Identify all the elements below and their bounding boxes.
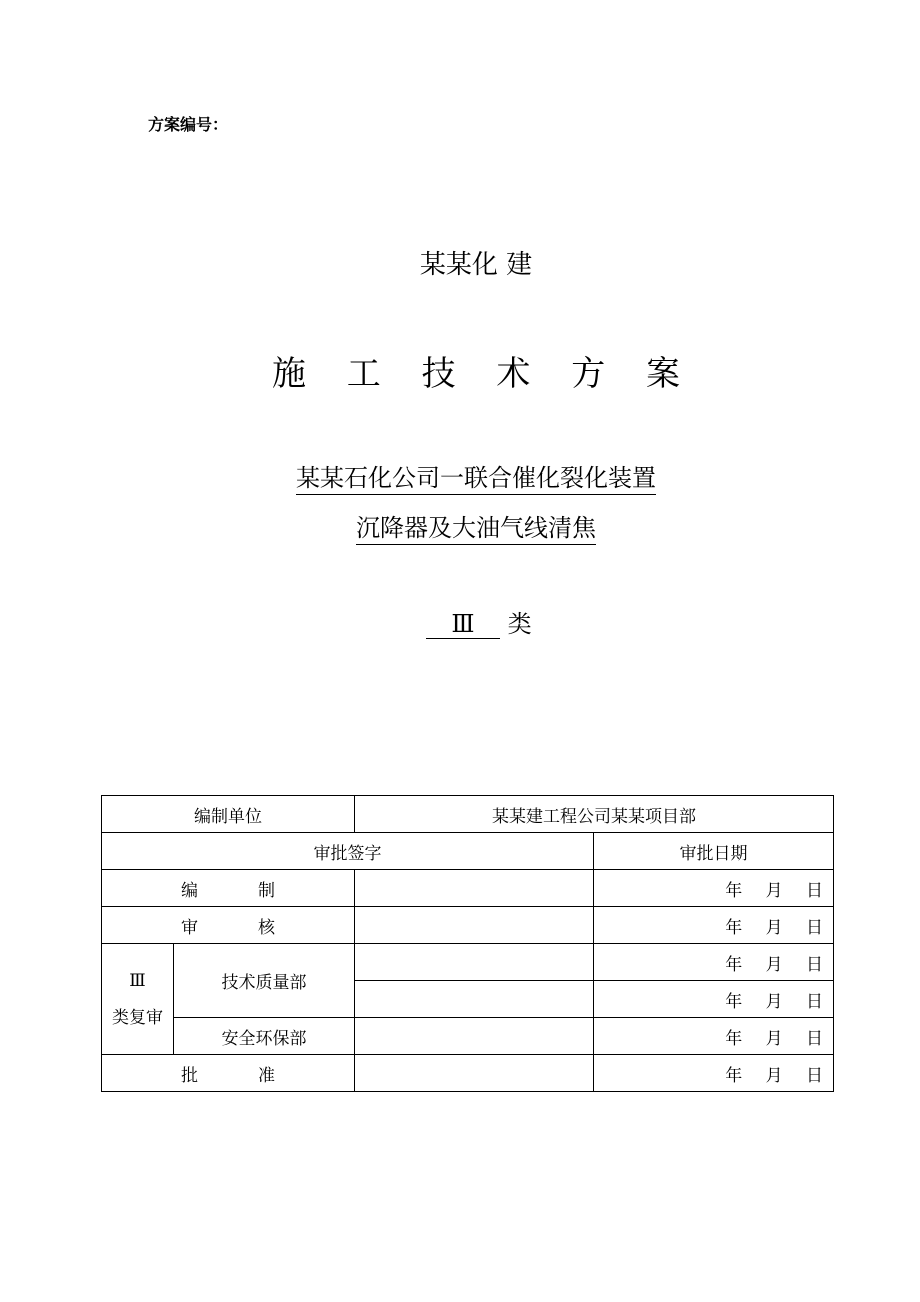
signature-cell: [355, 1018, 594, 1055]
date-cell: 年 月 日: [594, 907, 834, 944]
table-row: [102, 1018, 834, 1055]
project-line-1: [0, 458, 920, 493]
row-compile-label: [102, 870, 355, 907]
recheck-label-1: Ⅲ: [129, 970, 146, 991]
row-review-char: 核: [258, 917, 275, 938]
row-approve-char: 准: [258, 1065, 275, 1086]
company-name: 某某化 建: [419, 250, 533, 280]
project-line-2-text: 沉降器及大油气线清焦: [356, 514, 596, 545]
table-row: [102, 796, 834, 833]
category-line: [426, 604, 532, 639]
title-char: 案: [646, 354, 681, 394]
signature-cell: [355, 981, 594, 1018]
table-row: [102, 870, 834, 907]
signature-cell: [355, 870, 594, 907]
sign-header: 审批签字: [102, 833, 594, 870]
project-line-1-text: 某某石化公司一联合催化裂化装置: [296, 464, 656, 495]
table-row: [102, 833, 834, 870]
date-cell: 年 月 日: [594, 1055, 834, 1092]
unit-label: 编制单位: [102, 796, 355, 833]
row-compile-char: 制: [258, 880, 275, 901]
recheck-label-2: 类复审: [112, 1007, 163, 1028]
dept-safety: 安全环保部: [174, 1018, 355, 1055]
signature-cell: [355, 944, 594, 981]
title-char: 工: [346, 354, 381, 394]
approval-table: [101, 795, 834, 1092]
project-line-2: [0, 508, 920, 543]
row-approve-label: [102, 1055, 355, 1092]
dept-quality: 技术质量部: [174, 944, 355, 1018]
category-level: Ⅲ: [426, 610, 500, 639]
plan-number-label: 方案编号：: [148, 115, 229, 134]
row-review-label: [102, 907, 355, 944]
recheck-label: [102, 944, 174, 1055]
row-compile-char: 编: [181, 880, 198, 901]
signature-cell: [355, 907, 594, 944]
date-cell: 年 月 日: [594, 981, 834, 1018]
row-review-char: 审: [181, 917, 198, 938]
title-char: 术: [496, 354, 531, 394]
category-suffix: 类: [507, 610, 532, 638]
document-title: [0, 346, 920, 395]
date-cell: 年 月 日: [594, 1018, 834, 1055]
date-cell: 年 月 日: [594, 870, 834, 907]
unit-value: 某某建工程公司某某项目部: [355, 796, 834, 833]
title-char: 技: [421, 354, 456, 394]
table-row: [102, 907, 834, 944]
title-char: 施: [271, 354, 306, 394]
row-approve-char: 批: [181, 1065, 198, 1086]
signature-cell: [355, 1055, 594, 1092]
table-row: [102, 1055, 834, 1092]
date-header: 审批日期: [594, 833, 834, 870]
table-row: [102, 944, 834, 981]
title-char: 方: [571, 354, 606, 394]
date-cell: 年 月 日: [594, 944, 834, 981]
